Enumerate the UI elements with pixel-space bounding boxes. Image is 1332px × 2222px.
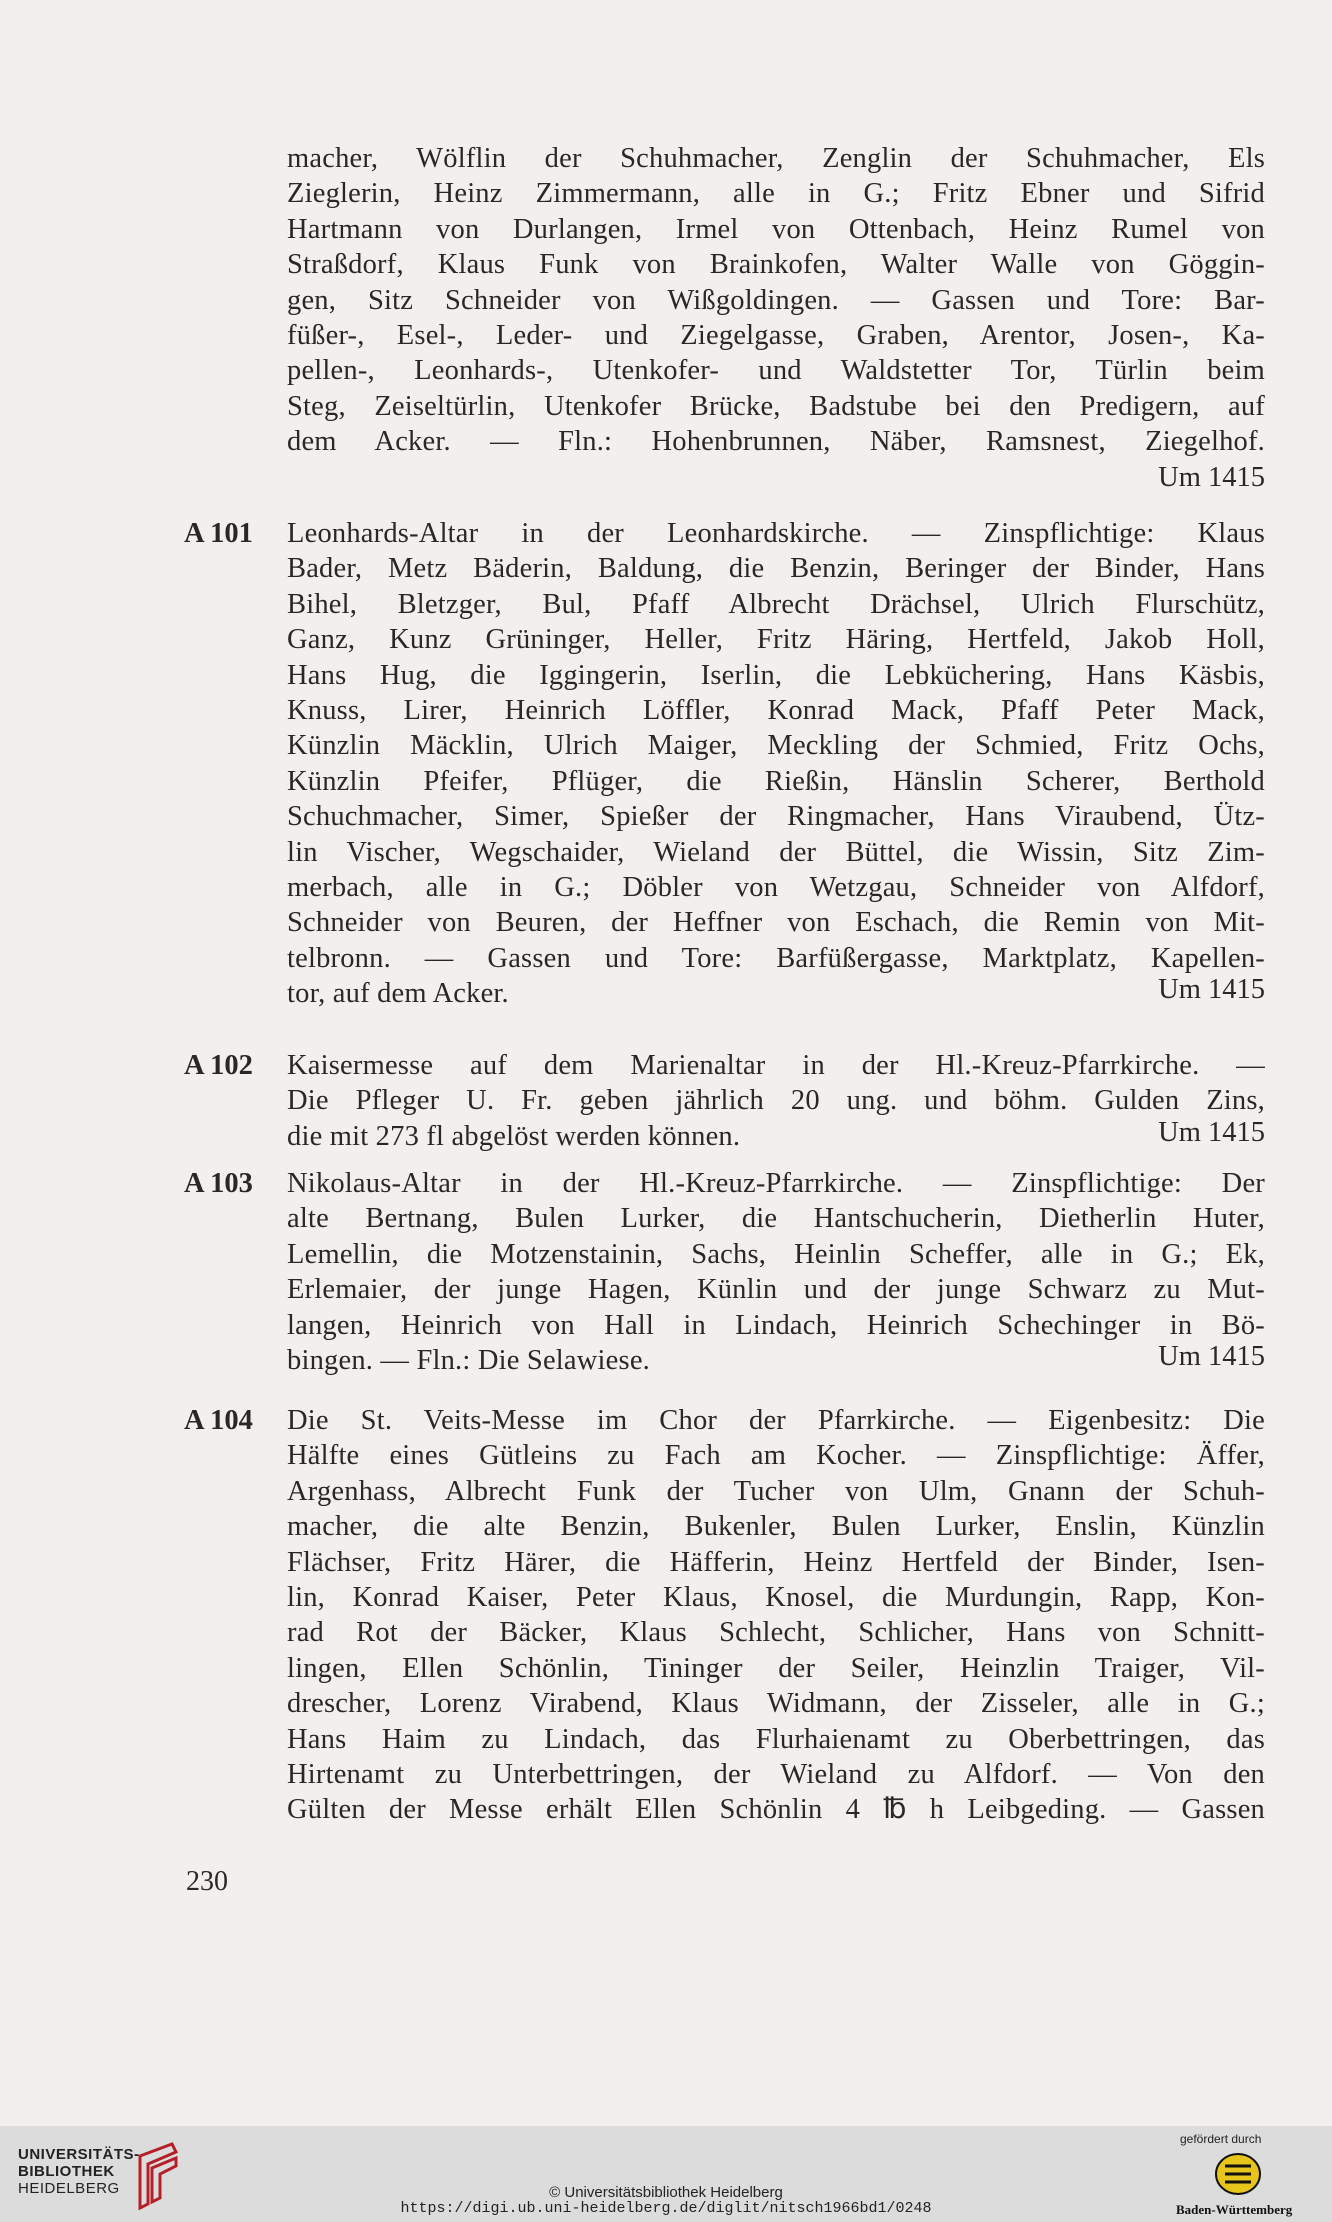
text-line: Leonhards-Altar in der Leonhardskirche. — Zinspflichtige: Klaus xyxy=(287,518,1265,549)
text-line: gen, Sitz Schneider von Wißgoldingen. — Gassen und Tore: Bar- xyxy=(287,284,1265,316)
text-line: Lemellin, die Motzenstainin, Sachs, Heinlin Scheffer, alle in G.; Ek, xyxy=(287,1238,1265,1270)
library-name-line2: BIBLIOTHEK xyxy=(18,2163,115,2180)
text-line: Hälfte eines Gütleins zu Fach am Kocher. — Zinspflichtige: Äffer, xyxy=(287,1440,1265,1472)
text-line: Schuchmacher, Simer, Spießer der Ringmacher, Hans Viraubend, Ütz- xyxy=(287,801,1265,833)
text-line: Hirtenamt zu Unterbettringen, der Wieland zu Alfdorf. — Von den xyxy=(287,1759,1265,1790)
text-line: Knuss, Lirer, Heinrich Löffler, Konrad Mack, Pfaff Peter Mack, xyxy=(287,695,1265,726)
text-line: macher, die alte Benzin, Bukenler, Bulen Lurker, Enslin, Künzlin xyxy=(287,1511,1265,1543)
text-line: Die Pfleger U. Fr. geben jährlich 20 ung. und böhm. Gulden Zins, xyxy=(287,1085,1265,1117)
text-line: Bihel, Bletzger, Bul, Pfaff Albrecht Drächsel, Ulrich Flurschütz, xyxy=(287,588,1265,620)
text-line: Argenhass, Albrecht Funk der Tucher von Ulm, Gnann der Schuh- xyxy=(287,1475,1265,1507)
funder-name: Baden-Württemberg xyxy=(1176,2202,1293,2217)
text-line: Schneider von Beuren, der Heffner von Eschach, die Remin von Mit- xyxy=(287,907,1265,939)
text-line: bingen. — Fln.: Die Selawiese. xyxy=(287,1345,650,1376)
text-line: Die St. Veits-Messe im Chor der Pfarrkirche. — Eigenbesitz: Die xyxy=(287,1405,1265,1436)
text-line: drescher, Lorenz Virabend, Klaus Widmann, der Zisseler, alle in G.; xyxy=(287,1688,1265,1720)
text-line: pellen-, Leonhards-, Utenkofer- und Waldstetter Tor, Türlin beim xyxy=(287,355,1265,387)
copyright-notice: © Universitätsbibliothek Heidelberg xyxy=(549,2184,783,2201)
text-line: Erlemaier, der junge Hagen, Künlin und der junge Schwarz zu Mut- xyxy=(287,1274,1265,1306)
entry-number: A 104 xyxy=(184,1405,253,1436)
entry-date: Um 1415 xyxy=(1158,1341,1265,1372)
page-number: 230 xyxy=(186,1866,228,1897)
text-line: Ganz, Kunz Grüninger, Heller, Fritz Häring, Hertfeld, Jakob Holl, xyxy=(287,624,1265,656)
text-line: Straßdorf, Klaus Funk von Brainkofen, Walter Walle von Göggin- xyxy=(287,249,1265,281)
text-line: Steg, Zeiseltürlin, Utenkofer Brücke, Badstube bei den Predigern, auf xyxy=(287,390,1265,422)
entry-number: A 101 xyxy=(184,518,253,549)
text-line: alte Bertnang, Bulen Lurker, die Hantschucherin, Dietherlin Huter, xyxy=(287,1203,1265,1235)
text-line: lin, Konrad Kaiser, Peter Klaus, Knosel, die Murdungin, Rapp, Kon- xyxy=(287,1582,1265,1613)
footer-bar xyxy=(0,2126,1332,2222)
text-line: Kaisermesse auf dem Marienaltar in der Hl.-Kreuz-Pfarrkirche. — xyxy=(287,1050,1265,1081)
text-line: dem Acker. — Fln.: Hohenbrunnen, Näber, Ramsnest, Ziegelhof. xyxy=(287,426,1265,458)
text-line: Künzlin Mäcklin, Ulrich Maiger, Meckling der Schmied, Fritz Ochs, xyxy=(287,730,1265,762)
text-line: die mit 273 fl abgelöst werden können. xyxy=(287,1120,741,1152)
text-line: macher, Wölflin der Schuhmacher, Zenglin der Schuhmacher, Els xyxy=(287,143,1265,174)
entry-date: Um 1415 xyxy=(1158,974,1265,1006)
text-line: Flächser, Fritz Härer, die Häfferin, Heinz Hertfeld der Binder, Isen- xyxy=(287,1546,1265,1578)
entry-number: A 102 xyxy=(184,1050,253,1081)
text-line: lin Vischer, Wegschaider, Wieland der Büttel, die Wissin, Sitz Zim- xyxy=(287,836,1265,868)
library-name-line1: UNIVERSITÄTS- xyxy=(18,2146,140,2163)
text-line: Hartmann von Durlangen, Irmel von Ottenbach, Heinz Rumel von xyxy=(287,213,1265,245)
text-line: merbach, alle in G.; Döbler von Wetzgau, Schneider von Alfdorf, xyxy=(287,872,1265,903)
entry-date: Um 1415 xyxy=(1158,1116,1265,1148)
text-line: Künzlin Pfeifer, Pflüger, die Rießin, Hänslin Scherer, Berthold xyxy=(287,765,1265,797)
text-line: Gülten der Messe erhält Ellen Schönlin 4 ℔ h Leibgeding. — Gassen xyxy=(287,1794,1265,1826)
funded-by-label: gefördert durch xyxy=(1180,2132,1262,2146)
text-line: Nikolaus-Altar in der Hl.-Kreuz-Pfarrkirche. — Zinspflichtige: Der xyxy=(287,1168,1265,1199)
text-line: Hans Haim zu Lindach, das Flurhaienamt zu Oberbettringen, das xyxy=(287,1723,1265,1755)
text-line: Hans Hug, die Iggingerin, Iserlin, die Lebküchering, Hans Käsbis, xyxy=(287,659,1265,691)
entry-date: Um 1415 xyxy=(1158,461,1265,493)
text-line: Bader, Metz Bäderin, Baldung, die Benzin, Beringer der Binder, Hans xyxy=(287,553,1265,585)
state-coat-of-arms-icon xyxy=(1213,2150,1263,2198)
text-line: lingen, Ellen Schönlin, Tininger der Seiler, Heinzlin Traiger, Vil- xyxy=(287,1652,1265,1684)
library-name-line3: HEIDELBERG xyxy=(18,2180,120,2197)
permalink-url[interactable]: https://digi.ub.uni-heidelberg.de/diglit/nitsch1966bd1/0248 xyxy=(400,2200,932,2217)
text-line: füßer-, Esel-, Leder- und Ziegelgasse, Graben, Arentor, Josen-, Ka- xyxy=(287,320,1265,351)
entry-number: A 103 xyxy=(184,1168,253,1199)
text-line: langen, Heinrich von Hall in Lindach, Heinrich Schechinger in Bö- xyxy=(287,1309,1265,1341)
text-line: telbronn. — Gassen und Tore: Barfüßergasse, Marktplatz, Kapellen- xyxy=(287,942,1265,974)
text-line: Zieglerin, Heinz Zimmermann, alle in G.; Fritz Ebner und Sifrid xyxy=(287,178,1265,210)
text-line: tor, auf dem Acker. xyxy=(287,978,509,1010)
text-line: rad Rot der Bäcker, Klaus Schlecht, Schlicher, Hans von Schnitt- xyxy=(287,1617,1265,1649)
